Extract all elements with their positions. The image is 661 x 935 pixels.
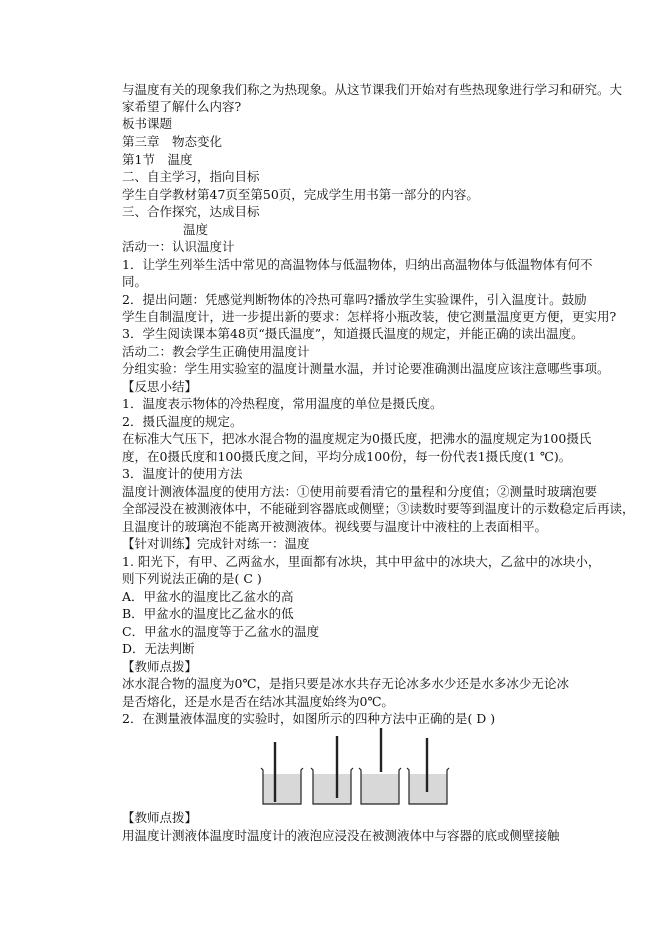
text-line: 学生自学教材第47页至第50页，完成学生用书第一部分的内容。 [122, 187, 479, 202]
text-line: 全部浸没在被测液体中，不能碰到容器底或侧壁；③读数时要等到温度计的示数稳定后再读， [122, 501, 635, 516]
tip-heading: 【教师点拨】 [122, 659, 198, 674]
beaker-d [407, 738, 449, 804]
text-line: 1．让学生列举生活中常见的高温物体与低温物体，归纳出高温物体与低温物体有何不 [122, 257, 593, 272]
text-line: 三、合作探究，达成目标 [122, 204, 260, 219]
text-line: 是否熔化，还是水是否在结冰其温度始终为0℃。 [122, 694, 394, 709]
text-line: 学生自制温度计，进一步提出新的要求：怎样将小瓶改装，使它测量温度更方便，更实用? [122, 309, 617, 324]
question-text: 2．在测量液体温度的实验时，如图所示的四种方法中正确的是( D ) [122, 711, 496, 726]
text-line: 分组实验：学生用实验室的温度计测量水温，并讨论要准确测出温度应该注意哪些事项。 [122, 361, 610, 376]
chapter-heading: 第三章 物态变化 [122, 134, 223, 149]
summary-heading: 【反思小结】 [122, 379, 198, 394]
text-line: 冰水混合物的温度为0℃，是指只要是冰水共存无论冰多水少还是水多冰少无论冰 [122, 676, 569, 691]
text-line: 用温度计测液体温度时温度计的液泡应浸没在被测液体中与容器的底或侧壁接触 [122, 828, 560, 843]
text-line: 且温度计的玻璃泡不能离开被测液体。视线要与温度计中液柱的上表面相平。 [122, 519, 548, 534]
text-line: 3．温度计的使用方法 [122, 466, 243, 481]
text-line: 温度计测液体温度的使用方法：①使用前要看清它的量程和分度值；②测量时玻璃泡要 [122, 484, 598, 499]
text-line: 二、自主学习，指向目标 [122, 169, 260, 184]
text-line: 2．摄氏温度的规定。 [122, 414, 243, 429]
activity-heading: 活动一：认识温度计 [122, 239, 235, 254]
answer-option-b: B．甲盆水的温度比乙盆水的低 [122, 606, 294, 621]
thermometer-figure [255, 728, 455, 806]
text-line: 板书课题 [122, 116, 173, 131]
section-heading: 第1节 温度 [122, 152, 193, 167]
activity-heading: 活动二：教会学生正确使用温度计 [122, 344, 310, 359]
text-line: 2．提出问题：凭感觉判断物体的冷热可靠吗?播放学生实验课件，引入温度计。鼓励 [122, 292, 587, 307]
answer-option-c: C．甲盆水的温度等于乙盆水的温度 [122, 624, 320, 639]
text-line: 3．学生阅读课本第48页“摄氏温度”，知道摄氏温度的规定，并能正确的读出温度。 [122, 326, 584, 341]
tip-heading: 【教师点拨】 [122, 810, 198, 825]
text-line: 度，在0摄氏度和100摄氏度之间，平均分成100份，每一份代表1摄氏度(1 ℃)。 [122, 449, 572, 464]
text-line: 1．温度表示物体的冷热程度，常用温度的单位是摄氏度。 [122, 396, 443, 411]
question-text: 1. 阳光下，有甲、乙两盆水，里面都有冰块，其中甲盆中的冰块大，乙盆中的冰块小， [122, 554, 601, 569]
subheading: 温度 [183, 222, 209, 237]
text-line: 在标准大气压下，把冰水混合物的温度规定为0摄氏度，把沸水的温度规定为100摄氏 [122, 431, 592, 446]
beaker-a [261, 742, 303, 804]
text-line: 与温度有关的现象我们称之为热现象。从这节课我们开始对有些热现象进行学习和研究。大 [122, 82, 623, 97]
answer-option-d: D．无法判断 [122, 641, 195, 656]
answer-option-a: A．甲盆水的温度比乙盆水的高 [122, 589, 294, 604]
text-line: 同。 [122, 274, 148, 289]
text-line: 家希望了解什么内容? [122, 99, 242, 114]
question-text: 则下列说法正确的是( C ) [122, 571, 262, 586]
beaker-b [311, 736, 353, 804]
beaker-c [359, 728, 401, 804]
practice-heading: 【针对训练】完成针对练一：温度 [122, 536, 310, 551]
